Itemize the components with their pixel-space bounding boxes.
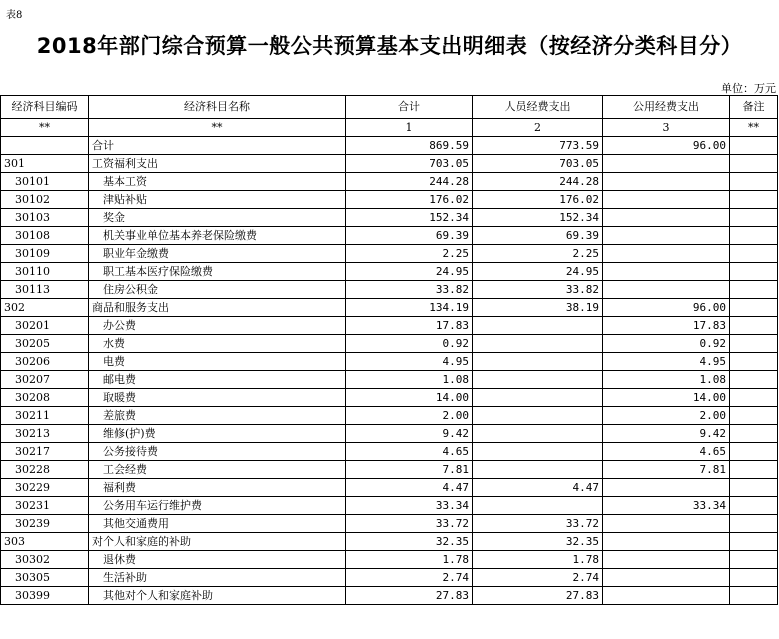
- table-row: [1, 533, 778, 551]
- row-name: 对个人和家庭的补助: [89, 533, 346, 551]
- row-total: 7.81: [346, 461, 473, 479]
- row-personnel: 4.47: [473, 479, 603, 497]
- row-total: 134.19: [346, 299, 473, 317]
- row-note: [730, 299, 778, 317]
- row-total: 17.83: [346, 317, 473, 335]
- row-code: 30103: [1, 209, 89, 227]
- row-note: [730, 425, 778, 443]
- header-public: 公用经费支出: [603, 96, 730, 119]
- row-note: [730, 407, 778, 425]
- index-cell: 1: [346, 119, 473, 137]
- row-public: [603, 533, 730, 551]
- row-personnel: 703.05: [473, 155, 603, 173]
- row-total: 152.34: [346, 209, 473, 227]
- row-note: [730, 137, 778, 155]
- row-code: 30399: [1, 587, 89, 605]
- row-total: 869.59: [346, 137, 473, 155]
- row-code: 30231: [1, 497, 89, 515]
- table-row: [1, 443, 778, 461]
- row-total: 27.83: [346, 587, 473, 605]
- header-total: 合计: [346, 96, 473, 119]
- row-public: [603, 587, 730, 605]
- row-note: [730, 191, 778, 209]
- row-personnel: 33.82: [473, 281, 603, 299]
- table-row: [1, 299, 778, 317]
- row-name: 办公费: [89, 317, 346, 335]
- row-name: 津贴补贴: [89, 191, 346, 209]
- row-personnel: [473, 371, 603, 389]
- row-public: 4.95: [603, 353, 730, 371]
- row-total: 14.00: [346, 389, 473, 407]
- row-public: 96.00: [603, 299, 730, 317]
- row-public: [603, 515, 730, 533]
- row-code: 30109: [1, 245, 89, 263]
- table-row: [1, 245, 778, 263]
- table-row: [1, 191, 778, 209]
- row-code: 30206: [1, 353, 89, 371]
- header-note: 备注: [730, 96, 778, 119]
- row-public: 4.65: [603, 443, 730, 461]
- row-note: [730, 479, 778, 497]
- row-total: 2.74: [346, 569, 473, 587]
- header-code: 经济科目编码: [1, 96, 89, 119]
- row-code: 30101: [1, 173, 89, 191]
- table-row: [1, 389, 778, 407]
- table-row: [1, 551, 778, 569]
- table-row: [1, 479, 778, 497]
- index-cell: **: [1, 119, 89, 137]
- row-public: [603, 281, 730, 299]
- table-row: [1, 155, 778, 173]
- table-row: [1, 371, 778, 389]
- row-note: [730, 281, 778, 299]
- table-number-label: 表8: [6, 10, 23, 21]
- row-total: 703.05: [346, 155, 473, 173]
- row-personnel: 38.19: [473, 299, 603, 317]
- row-public: 0.92: [603, 335, 730, 353]
- expenditure-table: [0, 95, 778, 605]
- row-name: 退休费: [89, 551, 346, 569]
- row-note: [730, 245, 778, 263]
- row-public: [603, 479, 730, 497]
- row-personnel: [473, 335, 603, 353]
- table-row: [1, 569, 778, 587]
- table-row: [1, 137, 778, 155]
- row-total: 4.65: [346, 443, 473, 461]
- row-public: 9.42: [603, 425, 730, 443]
- row-personnel: [473, 461, 603, 479]
- index-cell: **: [730, 119, 778, 137]
- row-note: [730, 389, 778, 407]
- row-total: 0.92: [346, 335, 473, 353]
- row-total: 1.78: [346, 551, 473, 569]
- row-code: 30229: [1, 479, 89, 497]
- row-total: 33.34: [346, 497, 473, 515]
- row-personnel: 244.28: [473, 173, 603, 191]
- row-personnel: 69.39: [473, 227, 603, 245]
- row-personnel: 32.35: [473, 533, 603, 551]
- row-public: 7.81: [603, 461, 730, 479]
- row-code: 30207: [1, 371, 89, 389]
- page-title: 2018年部门综合预算一般公共预算基本支出明细表（按经济分类科目分）: [36, 34, 743, 58]
- row-code: 30205: [1, 335, 89, 353]
- row-code: 30217: [1, 443, 89, 461]
- row-public: [603, 209, 730, 227]
- header-personnel: 人员经费支出: [473, 96, 603, 119]
- row-note: [730, 443, 778, 461]
- row-public: 1.08: [603, 371, 730, 389]
- row-code: 303: [1, 533, 89, 551]
- row-personnel: 152.34: [473, 209, 603, 227]
- table-row: [1, 317, 778, 335]
- row-note: [730, 209, 778, 227]
- row-note: [730, 461, 778, 479]
- index-cell: **: [89, 119, 346, 137]
- row-total: 33.82: [346, 281, 473, 299]
- row-name: 取暖费: [89, 389, 346, 407]
- row-note: [730, 551, 778, 569]
- row-code: 302: [1, 299, 89, 317]
- row-name: 生活补助: [89, 569, 346, 587]
- row-name: 维修(护)费: [89, 425, 346, 443]
- row-total: 176.02: [346, 191, 473, 209]
- row-name: 基本工资: [89, 173, 346, 191]
- row-code: 30113: [1, 281, 89, 299]
- table-row: [1, 281, 778, 299]
- row-public: 33.34: [603, 497, 730, 515]
- row-note: [730, 533, 778, 551]
- row-total: 33.72: [346, 515, 473, 533]
- table-row: [1, 227, 778, 245]
- row-note: [730, 371, 778, 389]
- row-code: 30108: [1, 227, 89, 245]
- row-personnel: 24.95: [473, 263, 603, 281]
- row-name: 福利费: [89, 479, 346, 497]
- row-name: 工会经费: [89, 461, 346, 479]
- index-row: [1, 119, 778, 137]
- row-note: [730, 515, 778, 533]
- row-code: 30228: [1, 461, 89, 479]
- table-body: [1, 137, 778, 605]
- row-public: [603, 245, 730, 263]
- row-personnel: 2.25: [473, 245, 603, 263]
- table-row: [1, 263, 778, 281]
- row-personnel: 176.02: [473, 191, 603, 209]
- table-row: [1, 425, 778, 443]
- table-row: [1, 335, 778, 353]
- row-personnel: [473, 407, 603, 425]
- row-public: [603, 155, 730, 173]
- row-name: 住房公积金: [89, 281, 346, 299]
- table-row: [1, 173, 778, 191]
- row-code: [1, 137, 89, 155]
- table-row: [1, 587, 778, 605]
- row-public: [603, 173, 730, 191]
- table-row: [1, 209, 778, 227]
- row-note: [730, 569, 778, 587]
- index-cell: 2: [473, 119, 603, 137]
- row-name: 奖金: [89, 209, 346, 227]
- row-name: 电费: [89, 353, 346, 371]
- row-public: [603, 569, 730, 587]
- row-code: 30211: [1, 407, 89, 425]
- row-note: [730, 335, 778, 353]
- row-note: [730, 227, 778, 245]
- row-public: 96.00: [603, 137, 730, 155]
- row-personnel: [473, 425, 603, 443]
- row-note: [730, 263, 778, 281]
- row-name: 工资福利支出: [89, 155, 346, 173]
- row-note: [730, 497, 778, 515]
- row-code: 30302: [1, 551, 89, 569]
- table-row: [1, 497, 778, 515]
- table-row: [1, 515, 778, 533]
- row-note: [730, 353, 778, 371]
- row-personnel: [473, 497, 603, 515]
- row-note: [730, 317, 778, 335]
- table-row: [1, 353, 778, 371]
- row-public: [603, 191, 730, 209]
- row-total: 32.35: [346, 533, 473, 551]
- row-note: [730, 155, 778, 173]
- row-name: 合计: [89, 137, 346, 155]
- row-personnel: 2.74: [473, 569, 603, 587]
- row-name: 公务用车运行维护费: [89, 497, 346, 515]
- row-personnel: [473, 317, 603, 335]
- row-name: 职业年金缴费: [89, 245, 346, 263]
- row-code: 30102: [1, 191, 89, 209]
- row-name: 其他对个人和家庭补助: [89, 587, 346, 605]
- row-name: 机关事业单位基本养老保险缴费: [89, 227, 346, 245]
- row-total: 69.39: [346, 227, 473, 245]
- row-note: [730, 587, 778, 605]
- row-name: 差旅费: [89, 407, 346, 425]
- table-row: [1, 461, 778, 479]
- row-name: 水费: [89, 335, 346, 353]
- row-personnel: [473, 389, 603, 407]
- header-row: [1, 96, 778, 119]
- row-total: 9.42: [346, 425, 473, 443]
- row-total: 244.28: [346, 173, 473, 191]
- unit-label: 单位：万元: [721, 82, 776, 95]
- row-total: 2.25: [346, 245, 473, 263]
- row-code: 30305: [1, 569, 89, 587]
- row-name: 邮电费: [89, 371, 346, 389]
- row-code: 30208: [1, 389, 89, 407]
- row-personnel: 773.59: [473, 137, 603, 155]
- row-total: 24.95: [346, 263, 473, 281]
- row-note: [730, 173, 778, 191]
- header-name: 经济科目名称: [89, 96, 346, 119]
- row-personnel: 27.83: [473, 587, 603, 605]
- index-cell: 3: [603, 119, 730, 137]
- row-total: 4.95: [346, 353, 473, 371]
- row-public: 14.00: [603, 389, 730, 407]
- row-public: [603, 227, 730, 245]
- row-personnel: [473, 443, 603, 461]
- row-public: 17.83: [603, 317, 730, 335]
- row-personnel: 33.72: [473, 515, 603, 533]
- row-personnel: [473, 353, 603, 371]
- row-public: 2.00: [603, 407, 730, 425]
- row-name: 其他交通费用: [89, 515, 346, 533]
- row-code: 30213: [1, 425, 89, 443]
- row-name: 商品和服务支出: [89, 299, 346, 317]
- table-row: [1, 407, 778, 425]
- row-name: 公务接待费: [89, 443, 346, 461]
- row-code: 30110: [1, 263, 89, 281]
- row-public: [603, 263, 730, 281]
- row-total: 4.47: [346, 479, 473, 497]
- row-code: 30201: [1, 317, 89, 335]
- row-total: 2.00: [346, 407, 473, 425]
- row-total: 1.08: [346, 371, 473, 389]
- row-code: 30239: [1, 515, 89, 533]
- row-personnel: 1.78: [473, 551, 603, 569]
- row-public: [603, 551, 730, 569]
- row-name: 职工基本医疗保险缴费: [89, 263, 346, 281]
- row-code: 301: [1, 155, 89, 173]
